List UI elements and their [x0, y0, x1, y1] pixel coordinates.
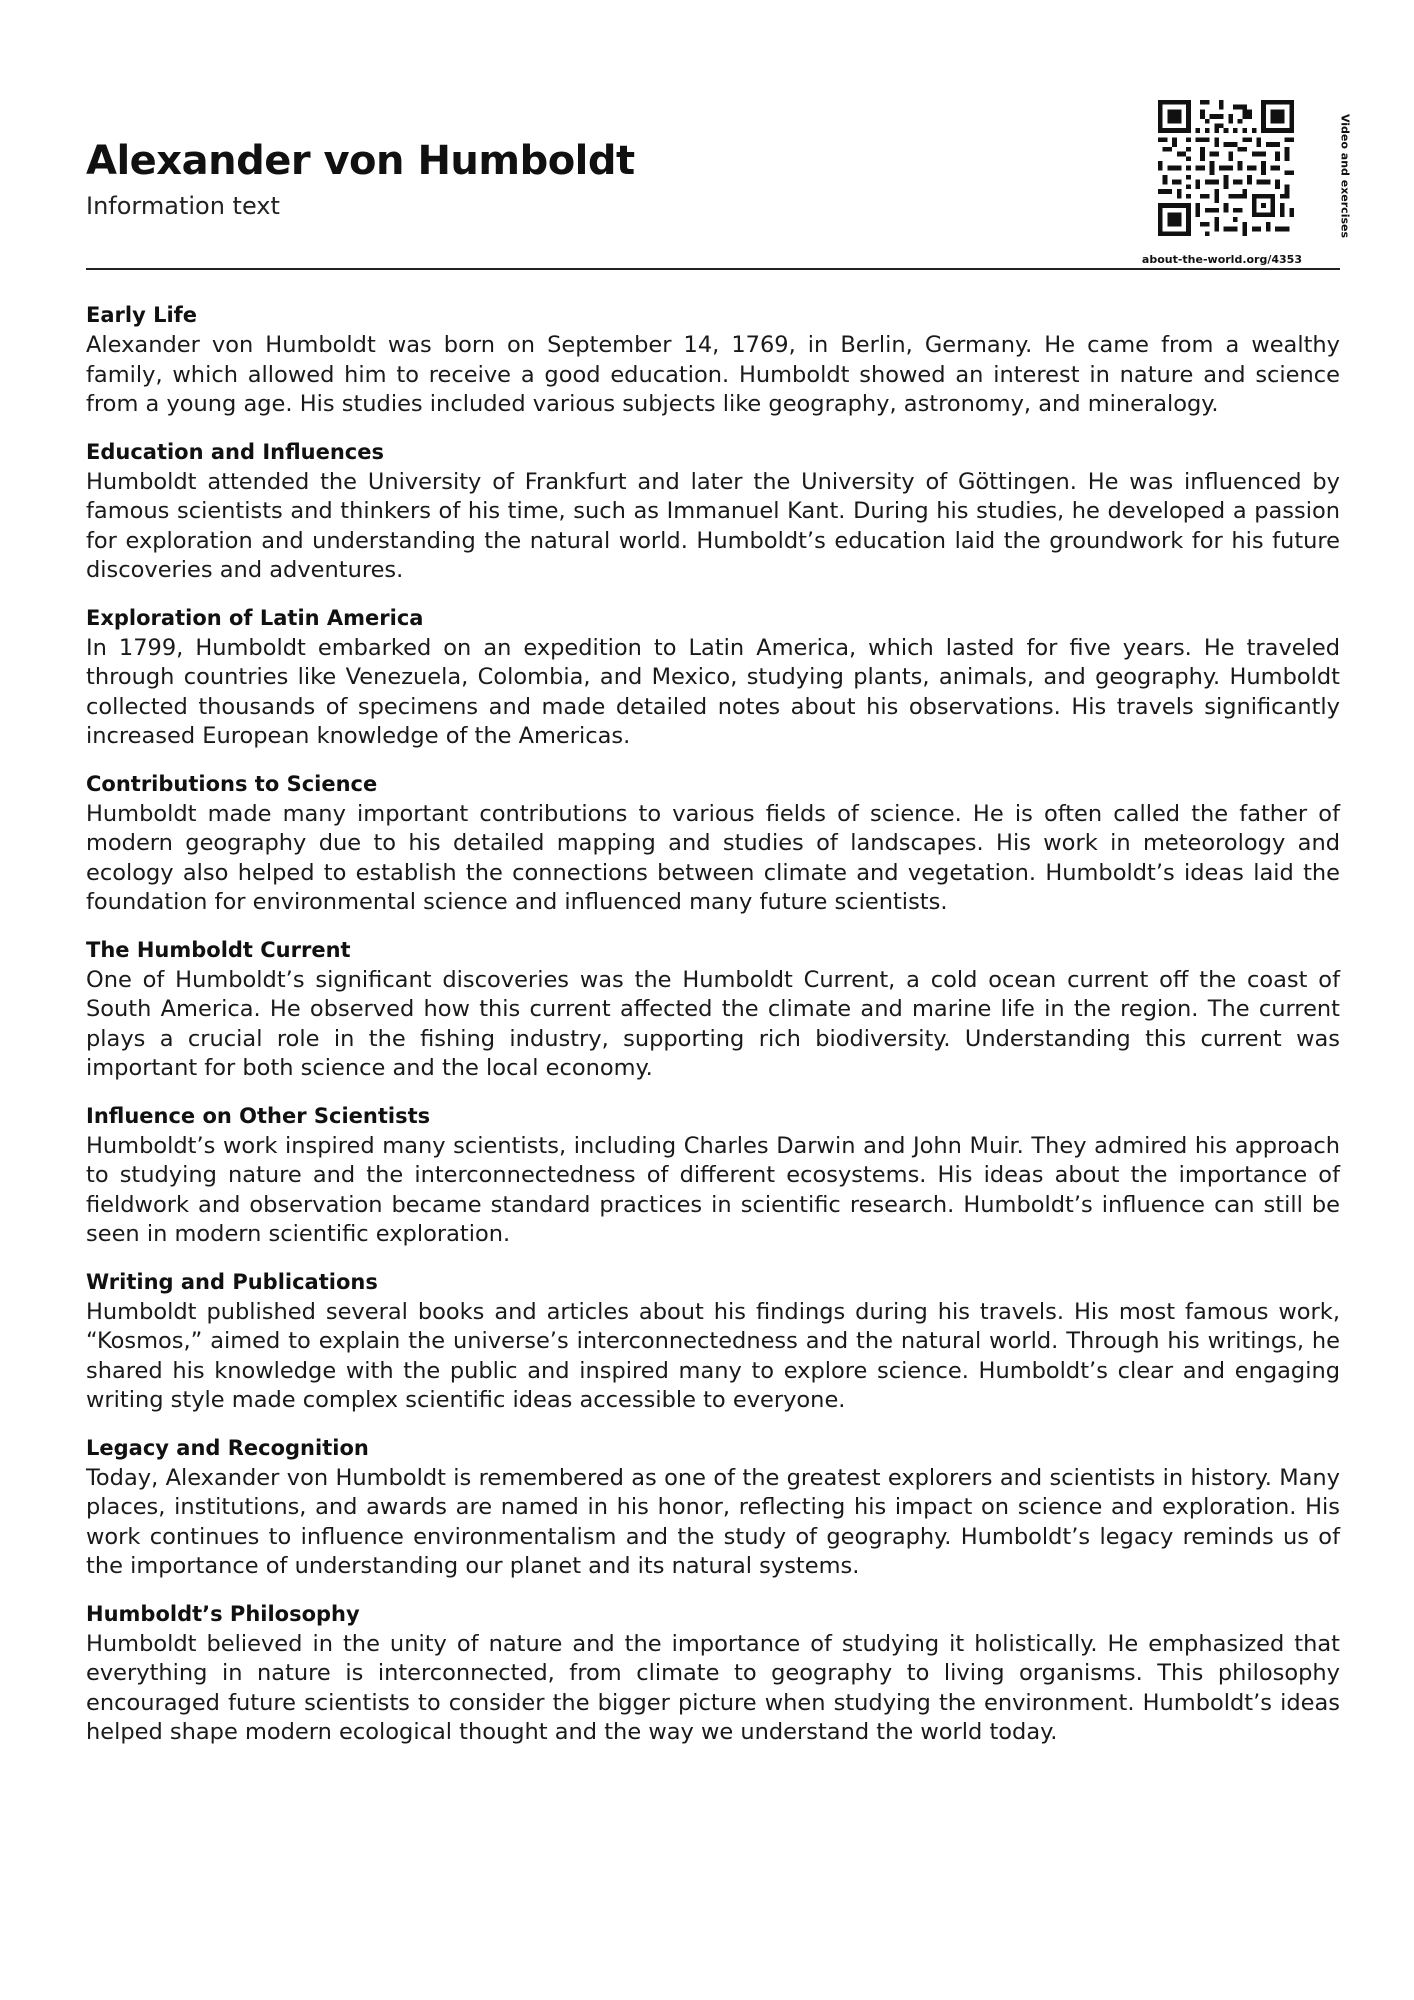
article-body: [86, 301, 1340, 1766]
section-paragraph: Humboldt’s work inspired many scientists, including Charles Darwin and John Muir. They admired his approach to studying nature and the interconnectedness of different ecosystems. His ideas about the importance of fieldwork and observation became standard practices in scientific research. Humboldt’s influence can still be seen in modern scientific exploration.: [86, 1132, 1340, 1247]
header-divider: [86, 268, 1340, 270]
section-early-life: [86, 301, 1340, 420]
qr-side-label-text: Video and exercises: [1338, 113, 1352, 239]
section-heading: Exploration of Latin America: [86, 605, 424, 630]
section-paragraph: Humboldt attended the University of Frankfurt and later the University of Göttingen. He was influenced by famous scientists and thinkers of his time, such as Immanuel Kant. During his studies, he developed a passion for exploration and understanding the natural world. Humboldt’s education laid the groundwork for his future discoveries and adventures.: [86, 468, 1340, 583]
qr-code-icon[interactable]: [1158, 100, 1294, 236]
qr-side-label: [1336, 113, 1354, 239]
section-education-and-influences: [86, 438, 1340, 586]
section-heading: The Humboldt Current: [86, 937, 351, 962]
section-heading: Humboldt’s Philosophy: [86, 1601, 360, 1626]
section-heading: Writing and Publications: [86, 1269, 378, 1294]
page-subtitle: Information text: [86, 192, 280, 220]
section-influence-on-other-scientists: [86, 1102, 1340, 1250]
section-paragraph: In 1799, Humboldt embarked on an expedition to Latin America, which lasted for five years. He traveled through countries like Venezuela, Colombia, and Mexico, studying plants, animals, and geography. Humboldt collected thousands of specimens and made detailed notes about his observations. His travels significantly increased European knowledge of the Americas.: [86, 634, 1340, 749]
section-heading: Legacy and Recognition: [86, 1435, 369, 1460]
section-paragraph: Alexander von Humboldt was born on September 14, 1769, in Berlin, Germany. He came from a wealthy family, which allowed him to receive a good education. Humboldt showed an interest in nature and science from a young age. His studies included various subjects like geography, astronomy, and mineralogy.: [86, 332, 1340, 417]
section-humboldts-philosophy: [86, 1600, 1340, 1748]
section-heading: Education and Influences: [86, 439, 384, 464]
section-paragraph: One of Humboldt’s significant discoveries was the Humboldt Current, a cold ocean current off the coast of South America. He observed how this current affected the climate and marine life in the region. The current plays a crucial role in the fishing industry, supporting rich biodiversity. Understanding this current was important for both science and the local economy.: [86, 966, 1340, 1081]
section-writing-and-publications: [86, 1268, 1340, 1416]
section-exploration-of-latin-america: [86, 604, 1340, 752]
page-header: [86, 96, 1352, 270]
section-heading: Early Life: [86, 303, 198, 327]
section-humboldt-current: [86, 936, 1340, 1084]
section-legacy-and-recognition: [86, 1434, 1340, 1582]
section-paragraph: Today, Alexander von Humboldt is remembered as one of the greatest explorers and scientists in history. Many places, institutions, and awards are named in his honor, reflecting his impact on science and exploration. His work continues to influence environmentalism and the study of geography. Humboldt’s legacy reminds us of the importance of understanding our planet and its natural systems.: [86, 1464, 1340, 1579]
section-heading: Influence on Other Scientists: [86, 1103, 431, 1128]
page-title: Alexander von Humboldt: [86, 138, 635, 184]
section-paragraph: Humboldt published several books and articles about his findings during his travels. His most famous work, “Kosmos,” aimed to explain the universe’s interconnectedness and the natural world. Through his writings, he shared his knowledge with the public and inspired many to explore science. Humboldt’s clear and engaging writing style made complex scientific ideas accessible to everyone.: [86, 1298, 1340, 1413]
section-contributions-to-science: [86, 770, 1340, 918]
section-paragraph: Humboldt made many important contributions to various fields of science. He is often called the father of modern geography due to his detailed mapping and studies of landscapes. His work in meteorology and ecology also helped to establish the connections between climate and vegetation. Humboldt’s ideas laid the foundation for environmental science and influenced many future scientists.: [86, 800, 1340, 915]
section-paragraph: Humboldt believed in the unity of nature and the importance of studying it holistically. He emphasized that everything in nature is interconnected, from climate to geography to living organisms. This philosophy encouraged future scientists to consider the bigger picture when studying the environment. Humboldt’s ideas helped shape modern ecological thought and the way we understand the world today.: [86, 1630, 1340, 1745]
qr-url-link[interactable]: about-the-world.org/4353: [1141, 253, 1302, 266]
section-heading: Contributions to Science: [86, 771, 378, 796]
